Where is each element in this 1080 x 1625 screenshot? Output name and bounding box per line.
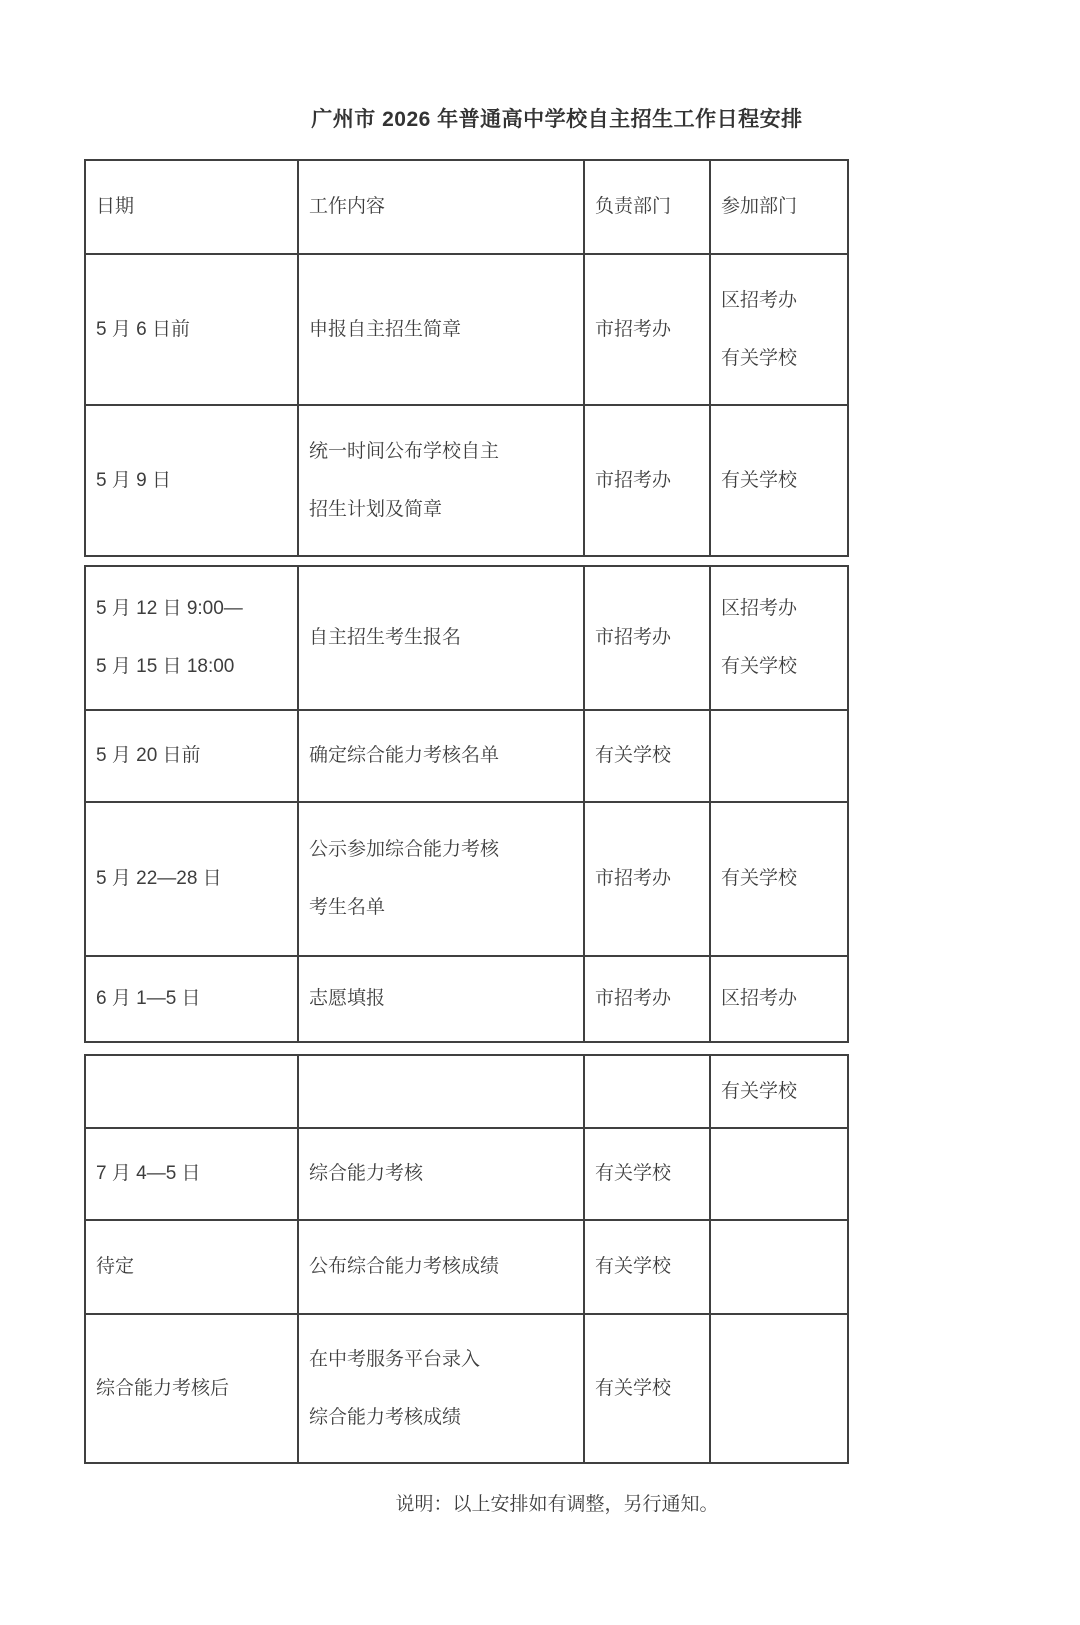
cell-line: 有关学校 — [721, 1080, 798, 1102]
cell-line: 志愿填报 — [309, 988, 386, 1009]
cell-line: 区招考办 — [721, 598, 798, 619]
cell-date — [85, 566, 298, 710]
cell-responsible — [584, 710, 710, 802]
cell-line: 待定 — [96, 1256, 135, 1277]
cell-line: 公示参加综合能力考核 — [309, 839, 500, 860]
cell-line: 统一时间公布学校自主 — [309, 440, 500, 462]
cell-date — [85, 710, 298, 802]
cell-line: 7 月 4—5 日 — [96, 1163, 201, 1184]
cell-responsible — [584, 566, 710, 710]
table-row — [85, 566, 848, 710]
cell-date — [85, 254, 298, 405]
table-row — [85, 254, 848, 405]
header-label: 工作内容 — [309, 196, 386, 217]
cell-line: 区招考办 — [721, 289, 798, 311]
cell-participating — [710, 405, 848, 556]
cell-content — [298, 1314, 584, 1463]
cell-line: 在中考服务平台录入 — [309, 1348, 481, 1370]
table-row — [85, 1128, 848, 1220]
header-label: 参加部门 — [721, 196, 798, 217]
schedule-table-section-3 — [84, 1054, 849, 1464]
cell-date — [85, 1314, 298, 1463]
cell-line: 有关学校 — [595, 745, 672, 766]
cell-line: 有关学校 — [595, 1163, 672, 1184]
header-cell-participating — [710, 160, 848, 254]
cell-participating — [710, 956, 848, 1042]
table-row — [85, 802, 848, 956]
cell-responsible — [584, 956, 710, 1042]
cell-line: 考生名单 — [309, 897, 386, 918]
cell-participating — [710, 566, 848, 710]
cell-line: 综合能力考核后 — [96, 1377, 230, 1399]
cell-responsible — [584, 1128, 710, 1220]
cell-participating — [710, 1220, 848, 1314]
cell-participating — [710, 1128, 848, 1220]
cell-participating — [710, 1314, 848, 1463]
table-row — [85, 405, 848, 556]
header-cell-date — [85, 160, 298, 254]
cell-line: 公布综合能力考核成绩 — [309, 1256, 500, 1277]
cell-responsible — [584, 405, 710, 556]
header-cell-responsible — [584, 160, 710, 254]
cell-line: 区招考办 — [721, 988, 798, 1009]
schedule-table-section-2 — [84, 565, 849, 1043]
cell-date — [85, 405, 298, 556]
cell-content — [298, 1220, 584, 1314]
cell-line: 5 月 9 日 — [96, 469, 171, 491]
cell-line: 有关学校 — [721, 469, 798, 491]
cell-participating — [710, 1055, 848, 1128]
cell-line: 市招考办 — [595, 868, 672, 889]
cell-line: 5 月 12 日 9:00— — [96, 598, 243, 619]
cell-responsible — [584, 1055, 710, 1128]
cell-line: 确定综合能力考核名单 — [309, 745, 500, 766]
cell-line: 市招考办 — [595, 627, 672, 648]
cell-date — [85, 1128, 298, 1220]
cell-responsible — [584, 1314, 710, 1463]
cell-line: 综合能力考核 — [309, 1163, 424, 1184]
cell-content — [298, 1055, 584, 1128]
document-title: 广州市 2026 年普通高中学校自主招生工作日程安排 — [311, 108, 803, 131]
cell-line: 市招考办 — [595, 988, 672, 1009]
cell-participating — [710, 710, 848, 802]
cell-responsible — [584, 1220, 710, 1314]
cell-line: 5 月 20 日前 — [96, 745, 201, 766]
cell-participating — [710, 254, 848, 405]
cell-line: 有关学校 — [721, 656, 798, 677]
table-row — [85, 1055, 848, 1128]
cell-line: 自主招生考生报名 — [309, 627, 462, 648]
cell-line: 6 月 1—5 日 — [96, 988, 201, 1009]
table-header-row — [85, 160, 848, 254]
cell-line: 5 月 22—28 日 — [96, 868, 222, 889]
cell-participating — [710, 802, 848, 956]
cell-content — [298, 405, 584, 556]
cell-content — [298, 802, 584, 956]
cell-date — [85, 1055, 298, 1128]
cell-line: 5 月 15 日 18:00 — [96, 656, 235, 677]
cell-content — [298, 566, 584, 710]
cell-responsible — [584, 802, 710, 956]
cell-line: 招生计划及简章 — [309, 498, 443, 520]
cell-line: 申报自主招生简章 — [309, 318, 462, 340]
cell-line: 综合能力考核成绩 — [309, 1406, 462, 1428]
table-row — [85, 956, 848, 1042]
header-label: 负责部门 — [595, 196, 672, 217]
cell-line: 有关学校 — [595, 1377, 672, 1399]
cell-line: 有关学校 — [721, 868, 798, 889]
cell-line: 有关学校 — [721, 347, 798, 369]
cell-line: 5 月 6 日前 — [96, 318, 190, 340]
cell-line: 市招考办 — [595, 318, 672, 340]
cell-line: 有关学校 — [595, 1256, 672, 1277]
document-note: 说明：以上安排如有调整，另行通知。 — [395, 1494, 719, 1515]
cell-content — [298, 1128, 584, 1220]
table-row — [85, 1220, 848, 1314]
table-row — [85, 1314, 848, 1463]
cell-date — [85, 956, 298, 1042]
header-label: 日期 — [96, 196, 135, 217]
cell-content — [298, 710, 584, 802]
header-cell-content — [298, 160, 584, 254]
cell-responsible — [584, 254, 710, 405]
cell-date — [85, 1220, 298, 1314]
schedule-table-section-1 — [84, 159, 849, 557]
cell-content — [298, 956, 584, 1042]
cell-line: 市招考办 — [595, 469, 672, 491]
cell-content — [298, 254, 584, 405]
cell-date — [85, 802, 298, 956]
table-row — [85, 710, 848, 802]
